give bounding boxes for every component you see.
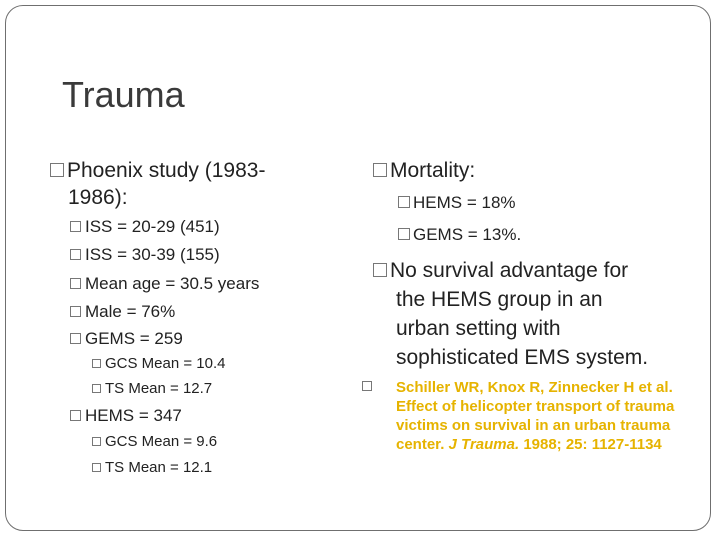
square-bullet-icon bbox=[50, 163, 64, 177]
square-bullet-icon bbox=[70, 410, 81, 421]
reference-citation: Schiller WR, Knox R, Zinnecker H et al. Effect of helicopter transport of trauma victims on survival in an urban trauma center. J Trauma. 1988; 25: 1127-1134 bbox=[396, 379, 675, 453]
phoenix-heading-line1: Phoenix study (1983- bbox=[50, 159, 265, 183]
list-item: ISS = 30-39 (155) bbox=[70, 245, 220, 265]
square-bullet-icon bbox=[70, 221, 81, 232]
advantage-line4: sophisticated EMS system. bbox=[396, 346, 649, 369]
square-bullet-icon bbox=[70, 333, 81, 344]
square-bullet-icon bbox=[362, 381, 372, 391]
square-bullet-icon bbox=[92, 384, 101, 393]
list-item: ISS = 20-29 (451) bbox=[70, 217, 220, 237]
square-bullet-icon bbox=[398, 196, 410, 208]
list-item: GEMS = 259 bbox=[70, 329, 183, 349]
list-item: HEMS = 347 bbox=[70, 406, 182, 426]
square-bullet-icon bbox=[70, 306, 81, 317]
list-item: Male = 76% bbox=[70, 302, 175, 322]
sub-list-item: GCS Mean = 9.6 bbox=[92, 433, 217, 450]
mortality-item: HEMS = 18% bbox=[398, 193, 516, 213]
mortality-heading: Mortality: bbox=[373, 159, 475, 183]
slide-title: Trauma bbox=[62, 74, 185, 115]
list-item: Mean age = 30.5 years bbox=[70, 274, 259, 294]
square-bullet-icon bbox=[373, 163, 387, 177]
sub-list-item: TS Mean = 12.1 bbox=[92, 459, 212, 476]
advantage-line3: urban setting with bbox=[396, 317, 561, 340]
advantage-line1: No survival advantage for bbox=[373, 259, 628, 283]
square-bullet-icon bbox=[92, 359, 101, 368]
square-bullet-icon bbox=[70, 278, 81, 289]
square-bullet-icon bbox=[373, 263, 387, 277]
square-bullet-icon bbox=[92, 437, 101, 446]
mortality-item: GEMS = 13%. bbox=[398, 225, 521, 245]
sub-list-item: TS Mean = 12.7 bbox=[92, 380, 212, 397]
sub-list-item: GCS Mean = 10.4 bbox=[92, 355, 225, 372]
square-bullet-icon bbox=[92, 463, 101, 472]
phoenix-heading-line2: 1986): bbox=[68, 186, 128, 209]
square-bullet-icon bbox=[398, 228, 410, 240]
square-bullet-icon bbox=[70, 249, 81, 260]
advantage-line2: the HEMS group in an bbox=[396, 288, 603, 311]
